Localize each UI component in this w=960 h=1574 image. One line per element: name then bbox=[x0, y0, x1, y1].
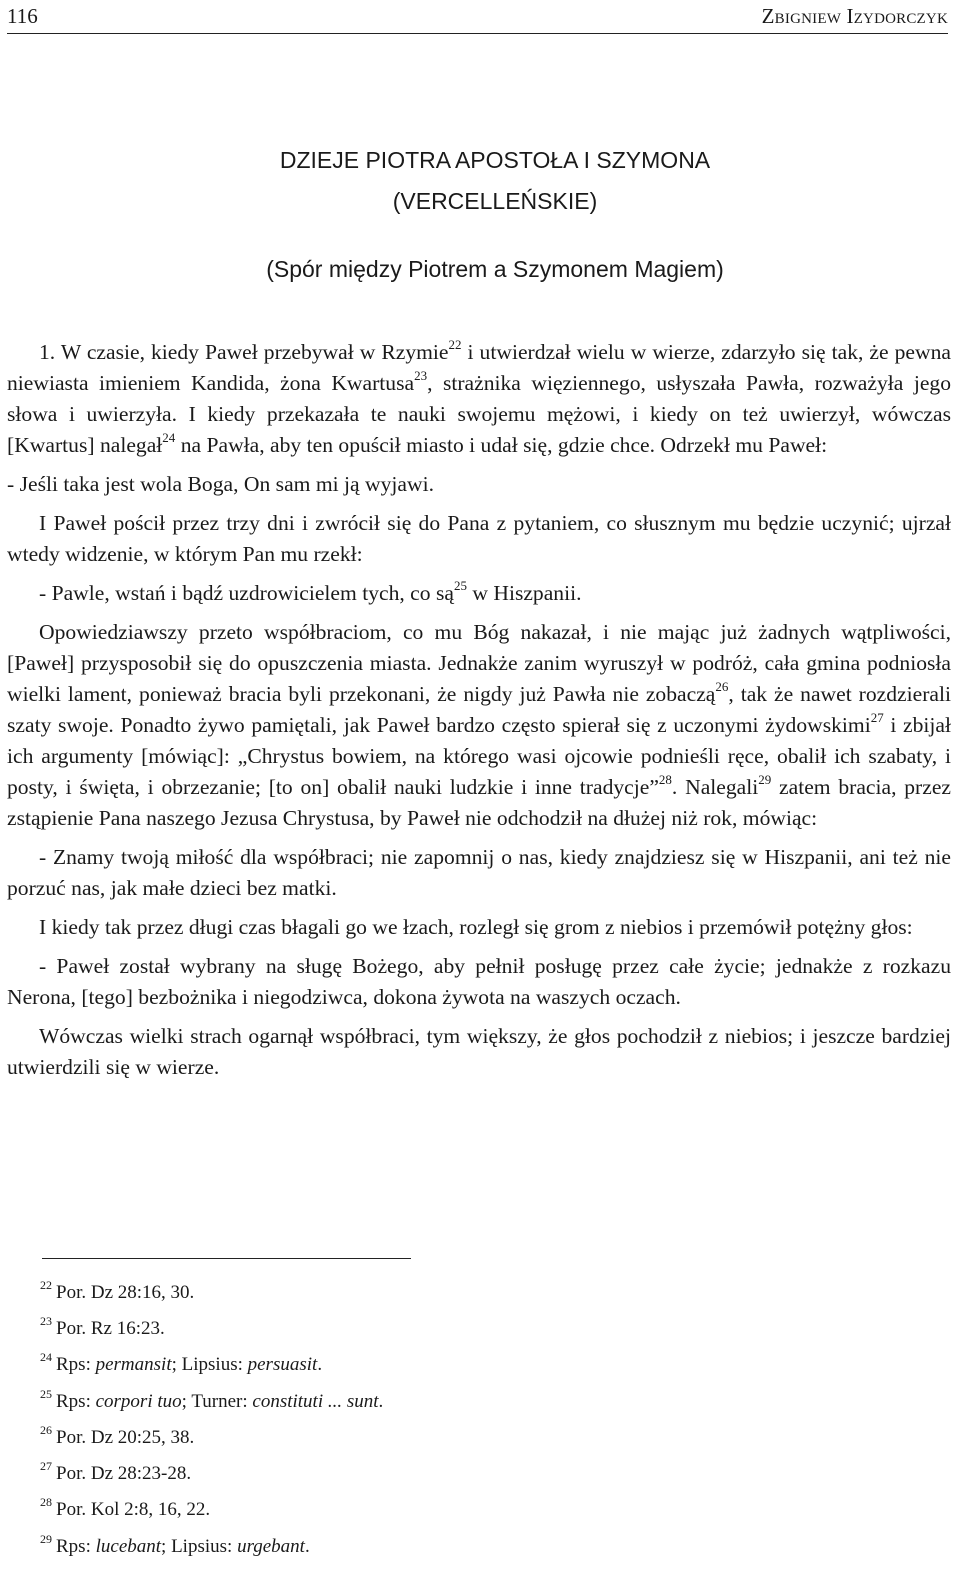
paragraph-6: - Znamy twoją miłość dla współbraci; nie zapomnij o nas, kiedy znajdziesz się w Hiszpanii, ani też nie porzuć nas, jak małe dzieci bez matki. bbox=[7, 845, 951, 900]
footnote-text: Por. Dz 20:25, 38. bbox=[56, 1427, 195, 1448]
running-header bbox=[7, 0, 948, 32]
footnote-rule bbox=[42, 1258, 411, 1259]
header-rule bbox=[7, 33, 948, 34]
footnote-ref-28[interactable]: 28 bbox=[658, 772, 672, 787]
footnote-text: Por. Kol 2:8, 16, 22. bbox=[56, 1499, 211, 1520]
footnote-text: Por. Rz 16:23. bbox=[56, 1318, 165, 1339]
footnote-text: . bbox=[304, 1536, 310, 1557]
paragraph-9: Wówczas wielki strach ogarnął współbraci, tym większy, że głos pochodził z niebios; i jeszcze bardziej utwierdzili się w wierze. bbox=[7, 1024, 951, 1079]
footnote-italic-text: corpori tuo bbox=[95, 1391, 182, 1412]
paragraph-1: 1. W czasie, kiedy Paweł przebywał w Rzymie$^{22}$ i utwierdzał wielu w wierze, zdarzyło się tak, że pewna niewiasta imieniem Kandida, żona Kwartusa$^{23}$, strażnika więziennego, usłyszała Pawła, rozważyła jego słowa i uwierzyła. I kiedy przekazała te nauki swojemu mężowi, i kiedy on też uwierzył, wówczas [Kwartus] nalegał$^{24}$ na Pawła, aby ten opuścił miasto i udał się, gdzie chce. Odrzekł mu Paweł: bbox=[7, 337, 951, 457]
footnote-italic-text: lucebant bbox=[95, 1536, 162, 1557]
footnote-text: . bbox=[378, 1391, 384, 1412]
footnote-text: Por. Dz 28:23-28. bbox=[56, 1463, 192, 1484]
footnote-ref-24[interactable]: 24 bbox=[162, 430, 176, 445]
footnote-italic-text: urgebant bbox=[237, 1536, 305, 1557]
page-number: 116 bbox=[7, 4, 38, 28]
chapter-title: DZIEJE PIOTRA APOSTOŁA I SZYMONA bbox=[279, 147, 711, 173]
footnote-text: ; Lipsius: bbox=[171, 1354, 248, 1375]
footnote-23 bbox=[40, 1314, 165, 1340]
paragraph-8: - Paweł został wybrany na sługę Bożego, aby pełnił posługę przez całe życie; jednakże z rozkazu Nerona, [tego] bezbożnika i niegodziwca, dokona żywota na waszych oczach. bbox=[7, 954, 951, 1009]
footnote-25 bbox=[40, 1387, 384, 1413]
footnote-text: Rps: bbox=[56, 1391, 96, 1412]
footnote-italic-text: permansit bbox=[95, 1354, 172, 1375]
paragraph-3: I Paweł pościł przez trzy dni i zwrócił się do Pana z pytaniem, co słusznym mu będzie uczynić; ujrzał wtedy widzenie, w którym Pan mu rzekł: bbox=[7, 511, 951, 566]
footnote-text: ; Turner: bbox=[181, 1391, 253, 1412]
body-text bbox=[7, 337, 951, 1083]
paragraph-5: Opowiedziawszy przeto współbraciom, co mu Bóg nakazał, i nie mając już żadnych wątpliwości, [Paweł] przysposobił się do opuszczenia miasta. Jednakże zanim wyruszył w podróż, cała gmina podniosła wielki lament, ponieważ bracia byli przekonani, że nigdy już Pawła nie zobaczą$^{26}$, tak że nawet rozdzierali szaty swoje. Ponadto żywo pamiętali, jak Paweł bardzo często spierał się z uczonymi żydowskimi$^{27}$ i zbijał ich argumenty [mówiąc]: „Chrystus bowiem, na którego wasi ojcowie podnieśli ręce, obalił ich szabaty, i posty, i święta, i obrzezanie; [to on] obalił nauki ludzkie i inne tradycje”$^{28}$. Nalegali$^{29}$ zatem bracia, przez zstąpienie Pana naszego Jezusa Chrystusa, by Paweł nie odchodził na dłużej niż rok, mówiąc: bbox=[7, 620, 951, 830]
footnote-26 bbox=[40, 1423, 195, 1449]
chapter-title-sub: (VERCELLEŃSKIE) bbox=[392, 188, 598, 214]
footnote-marker: 23 bbox=[40, 1314, 52, 1328]
section-subtitle: (Spór między Piotrem a Szymonem Magiem) bbox=[266, 256, 724, 282]
footnote-ref-23[interactable]: 23 bbox=[414, 368, 428, 383]
footnote-marker: 24 bbox=[40, 1350, 52, 1364]
footnote-italic-text: persuasit bbox=[247, 1354, 318, 1375]
footnote-ref-27[interactable]: 27 bbox=[870, 710, 884, 725]
footnote-27 bbox=[40, 1459, 192, 1485]
footnote-text: Rps: bbox=[56, 1354, 96, 1375]
footnote-marker: 28 bbox=[40, 1495, 52, 1509]
footnote-text: Por. Dz 28:16, 30. bbox=[56, 1282, 195, 1303]
footnote-marker: 26 bbox=[40, 1423, 52, 1437]
paragraph-4: - Pawle, wstań i bądź uzdrowicielem tych, co $są^{25}$ w Hiszpanii. bbox=[39, 578, 582, 605]
footnote-ref-25[interactable]: 25 bbox=[453, 578, 467, 593]
running-author: Zbigniew Izydorczyk bbox=[761, 4, 948, 28]
footnote-ref-22[interactable]: 22 bbox=[448, 337, 462, 352]
paragraph-7: I kiedy tak przez długi czas błagali go we łzach, rozległ się grom z niebios i przemówił potężny głos: bbox=[39, 915, 913, 939]
footnote-22 bbox=[40, 1278, 195, 1304]
footnote-marker: 27 bbox=[40, 1459, 52, 1473]
footnote-ref-29[interactable]: 29 bbox=[758, 772, 772, 787]
footnote-marker: 22 bbox=[40, 1278, 52, 1292]
footnote-marker: 29 bbox=[40, 1532, 52, 1546]
footnote-ref-26[interactable]: 26 bbox=[715, 679, 729, 694]
footnote-28 bbox=[40, 1495, 211, 1521]
footnote-text: . bbox=[317, 1354, 323, 1375]
footnote-24 bbox=[40, 1350, 323, 1376]
paragraph-2: - Jeśli taka jest wola Boga, On sam mi ją wyjawi. bbox=[7, 472, 434, 496]
footnote-text: ; Lipsius: bbox=[161, 1536, 238, 1557]
footnote-text: Rps: bbox=[56, 1536, 96, 1557]
footnote-italic-text: constituti ... sunt bbox=[252, 1391, 379, 1412]
footnote-marker: 25 bbox=[40, 1387, 52, 1401]
footnote-29 bbox=[40, 1532, 310, 1558]
